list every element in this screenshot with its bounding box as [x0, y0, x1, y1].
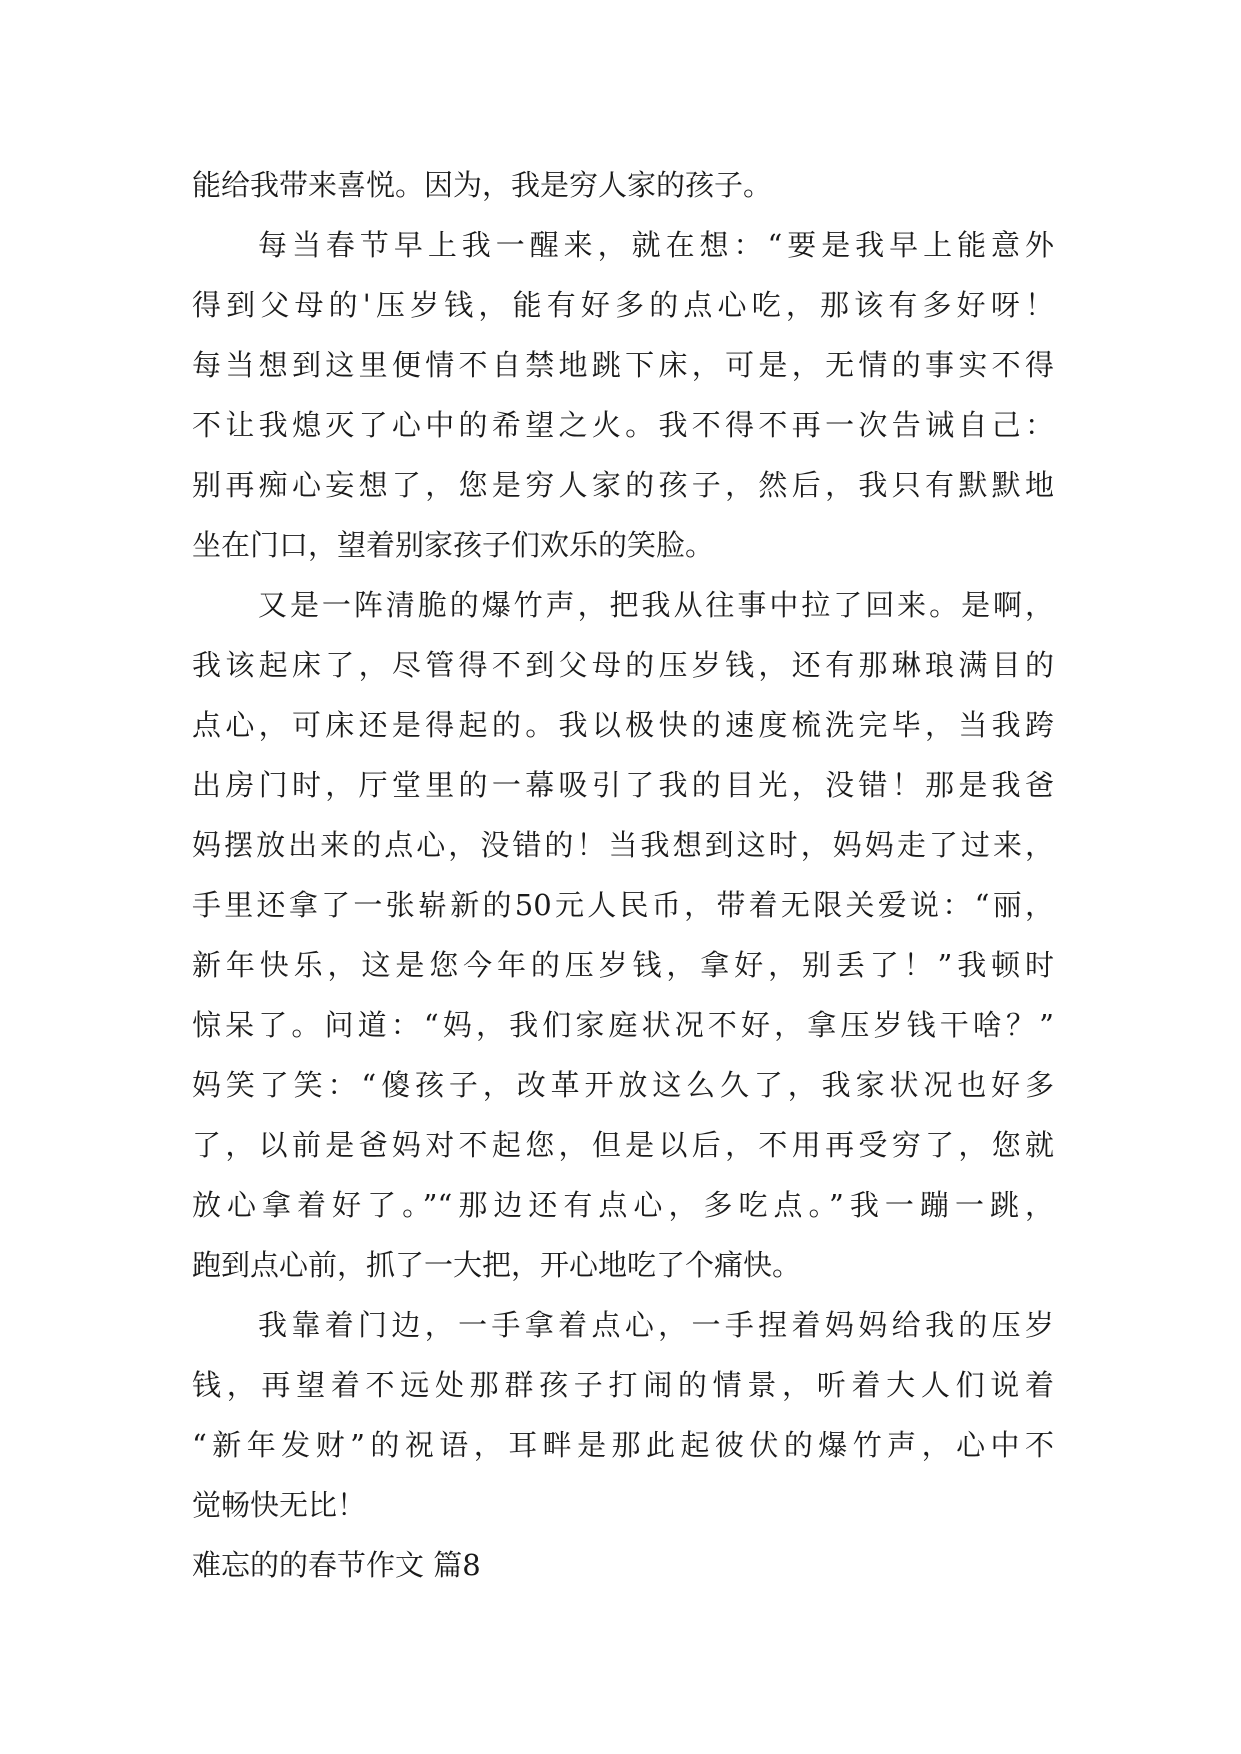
paragraph-line: 新年快乐，这是您今年的压岁钱，拿好，别丢了！”我顿时	[192, 948, 1054, 982]
paragraph-line: “新年发财”的祝语，耳畔是那此起彼伏的爆竹声，心中不	[192, 1428, 1054, 1462]
paragraph-line: 惊呆了。问道：“妈，我们家庭状况不好，拿压岁钱干啥？”	[192, 1008, 1054, 1042]
paragraph-line: 妈摆放出来的点心，没错的！当我想到这时，妈妈走了过来，	[192, 828, 1054, 862]
paragraph-line: 我该起床了，尽管得不到父母的压岁钱，还有那琳琅满目的	[192, 648, 1054, 682]
paragraph-line: 又是一阵清脆的爆竹声，把我从往事中拉了回来。是啊，	[258, 588, 1054, 622]
paragraph-line: 每当想到这里便情不自禁地跳下床，可是，无情的事实不得	[192, 348, 1054, 382]
paragraph-line: 妈笑了笑：“傻孩子，改革开放这么久了，我家状况也好多	[192, 1068, 1054, 1102]
paragraph-line: 不让我熄灭了心中的希望之火。我不得不再一次告诫自己：	[192, 408, 1054, 442]
paragraph-line: 出房门时，厅堂里的一幕吸引了我的目光，没错！那是我爸	[192, 768, 1054, 802]
paragraph-line: 了，以前是爸妈对不起您，但是以后，不用再受穷了，您就	[192, 1128, 1054, 1162]
paragraph-line: 我靠着门边，一手拿着点心，一手捏着妈妈给我的压岁	[258, 1308, 1054, 1342]
article-body	[192, 155, 1054, 1595]
paragraph-line: 能给我带来喜悦。因为，我是穷人家的孩子。	[192, 168, 773, 202]
paragraph-line: 点心，可床还是得起的。我以极快的速度梳洗完毕，当我跨	[192, 708, 1054, 742]
paragraph-line: 放心拿着好了。”“那边还有点心，多吃点。”我一蹦一跳，	[192, 1188, 1054, 1222]
section-heading: 难忘的的春节作文 篇8	[192, 1548, 481, 1582]
paragraph-line: 跑到点心前，抓了一大把，开心地吃了个痛快。	[192, 1248, 802, 1282]
paragraph-line: 得到父母的'压岁钱，能有好多的点心吃，那该有多好呀！	[192, 288, 1054, 322]
paragraph-line: 坐在门口，望着别家孩子们欢乐的笑脸。	[192, 528, 715, 562]
paragraph-line: 每当春节早上我一醒来，就在想：“要是我早上能意外	[258, 228, 1054, 262]
paragraph-line: 别再痴心妄想了，您是穷人家的孩子，然后，我只有默默地	[192, 468, 1054, 502]
paragraph-line: 手里还拿了一张崭新的50元人民币，带着无限关爱说：“丽，	[192, 888, 1054, 922]
paragraph-line: 钱，再望着不远处那群孩子打闹的情景，听着大人们说着	[192, 1368, 1054, 1402]
paragraph-line: 觉畅快无比！	[192, 1488, 367, 1522]
